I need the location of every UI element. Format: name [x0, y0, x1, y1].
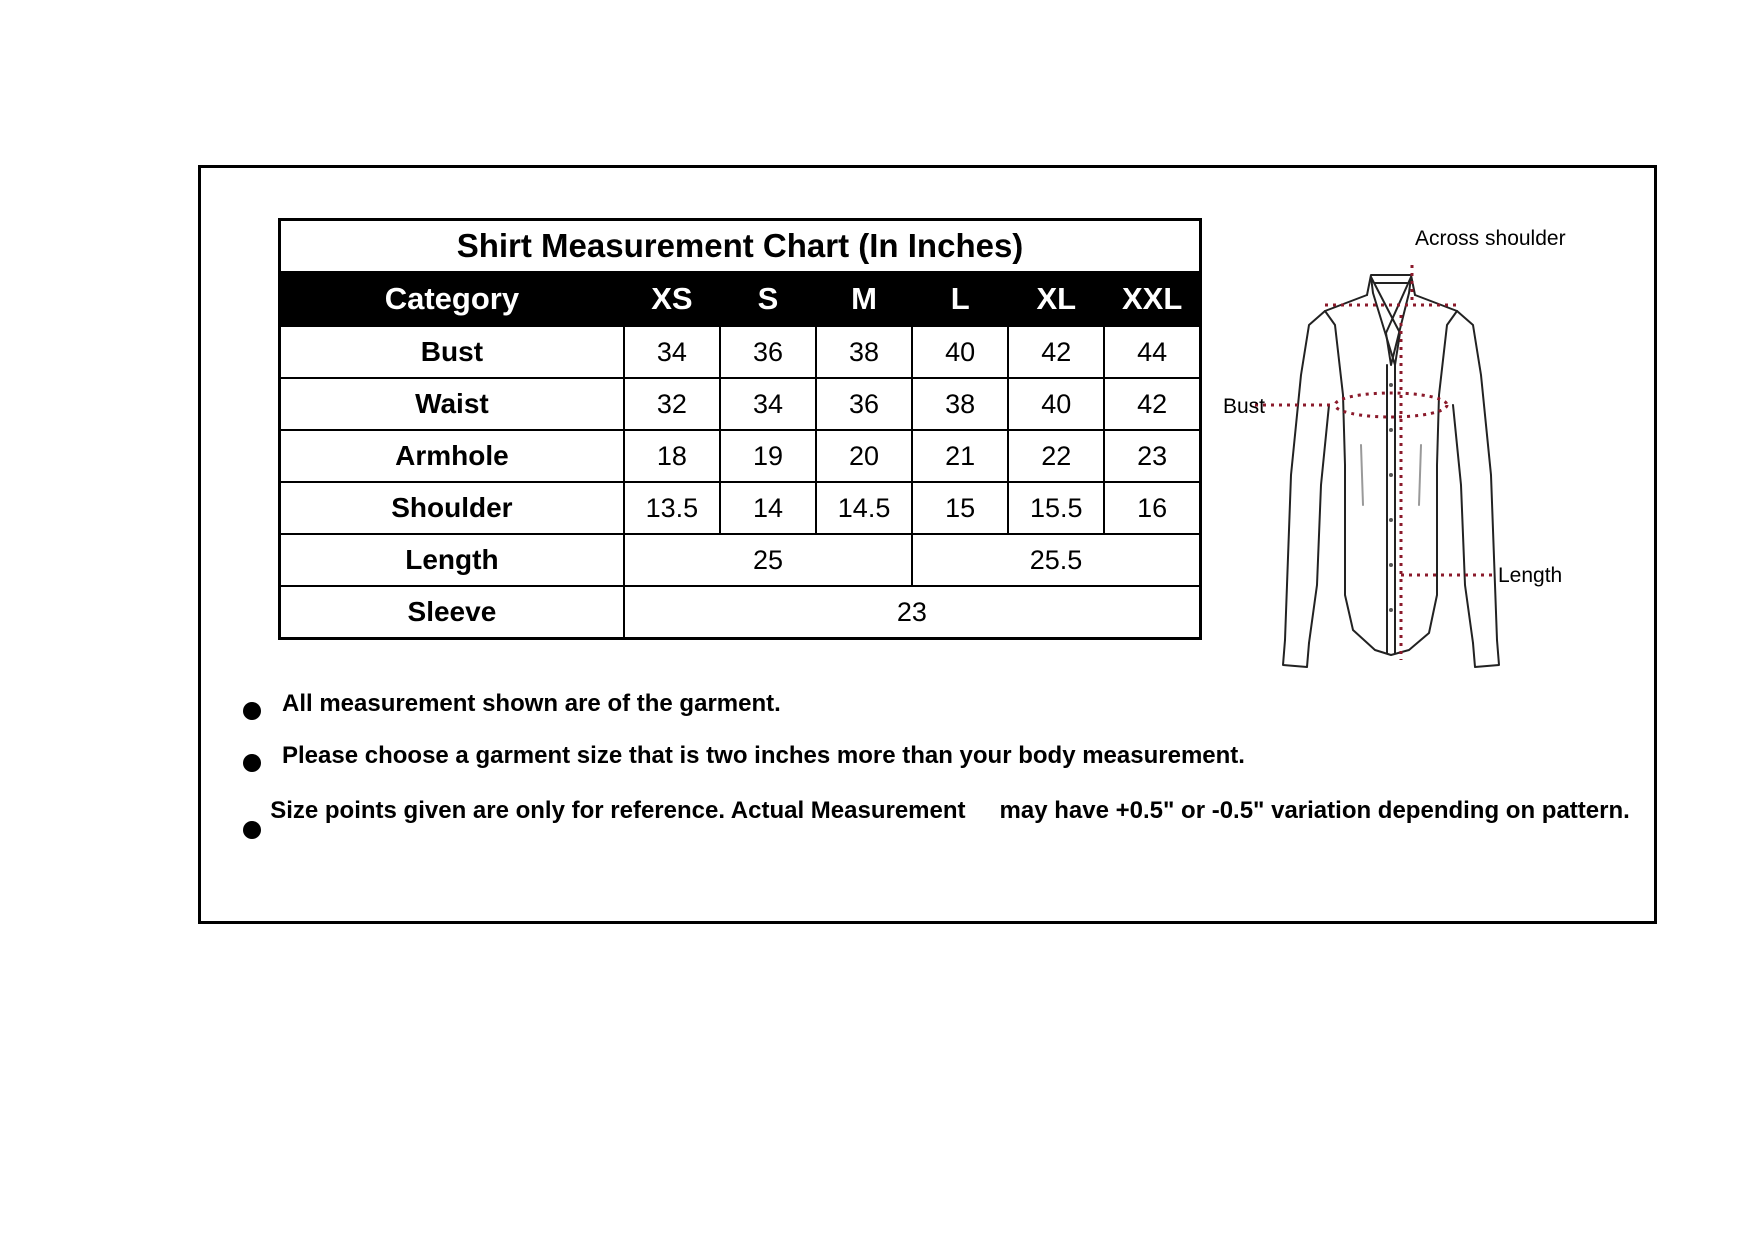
- table-title: Shirt Measurement Chart (In Inches): [280, 220, 1201, 273]
- cell-value: 14.5: [816, 482, 912, 534]
- bullet-icon: [243, 754, 261, 772]
- row-label: Armhole: [280, 430, 624, 482]
- row-label: Shoulder: [280, 482, 624, 534]
- cell-value: 38: [816, 326, 912, 378]
- note-size-choice: Please choose a garment size that is two inches more than your body measurement.: [282, 742, 1245, 769]
- cell-value: 22: [1008, 430, 1104, 482]
- bullet-icon: [243, 702, 261, 720]
- label-length: Length: [1498, 564, 1563, 587]
- cell-value: 32: [624, 378, 720, 430]
- row-label: Sleeve: [280, 586, 624, 639]
- header-category: Category: [280, 272, 624, 326]
- note-variation: [270, 792, 1630, 830]
- measurement-table: [278, 218, 1202, 640]
- header-size-xxl: XXL: [1104, 272, 1200, 326]
- row-waist: [280, 378, 1201, 430]
- cell-value: 15: [912, 482, 1008, 534]
- row-label: Length: [280, 534, 624, 586]
- cell-value: 21: [912, 430, 1008, 482]
- cell-value: 42: [1104, 378, 1200, 430]
- label-across-shoulder: Across shoulder: [1415, 227, 1566, 250]
- cell-value: 34: [720, 378, 816, 430]
- row-length: [280, 534, 1201, 586]
- note-garment: All measurement shown are of the garment.: [282, 690, 781, 717]
- note-variation-part1: Size points given are only for reference. Actual Measurement: [270, 797, 966, 824]
- row-sleeve: [280, 586, 1201, 639]
- cell-value: 40: [912, 326, 1008, 378]
- cell-value: 15.5: [1008, 482, 1104, 534]
- cell-value: 36: [816, 378, 912, 430]
- cell-value: 34: [624, 326, 720, 378]
- label-bust: Bust: [1223, 395, 1266, 418]
- row-shoulder: [280, 482, 1201, 534]
- cell-value: 13.5: [624, 482, 720, 534]
- cell-value: 38: [912, 378, 1008, 430]
- bust-ellipse: [1335, 393, 1447, 417]
- header-size-xl: XL: [1008, 272, 1104, 326]
- cell-value: 36: [720, 326, 816, 378]
- cell-value: 23: [1104, 430, 1200, 482]
- cell-value: 16: [1104, 482, 1200, 534]
- header-size-m: M: [816, 272, 912, 326]
- row-label: Waist: [280, 378, 624, 430]
- cell-value: 40: [1008, 378, 1104, 430]
- cell-value: 23: [624, 586, 1201, 639]
- row-bust: [280, 326, 1201, 378]
- cell-value: 25: [624, 534, 912, 586]
- note-size-choice-wrapper: [282, 740, 1282, 774]
- cell-value: 42: [1008, 326, 1104, 378]
- header-size-s: S: [720, 272, 816, 326]
- shirt-illustration: [1223, 227, 1585, 685]
- row-label: Bust: [280, 326, 624, 378]
- header-size-l: L: [912, 272, 1008, 326]
- cell-value: 19: [720, 430, 816, 482]
- cell-value: 44: [1104, 326, 1200, 378]
- cell-value: 20: [816, 430, 912, 482]
- cell-value: 25.5: [912, 534, 1200, 586]
- header-row: [280, 272, 1201, 326]
- cell-value: 14: [720, 482, 816, 534]
- row-armhole: [280, 430, 1201, 482]
- header-size-xs: XS: [624, 272, 720, 326]
- bullet-icon: [243, 821, 261, 839]
- cell-value: 18: [624, 430, 720, 482]
- note-variation-part2: may have +0.5" or -0.5" variation depending on pattern.: [999, 797, 1630, 824]
